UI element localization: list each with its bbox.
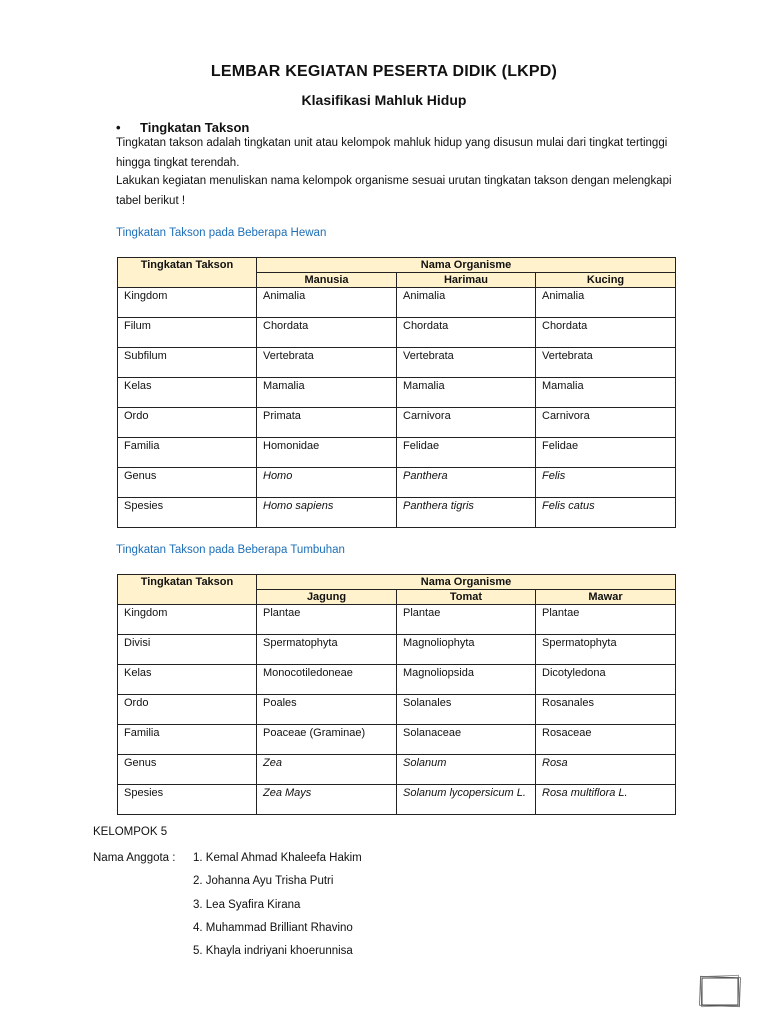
- section-title-takson: Tingkatan Takson: [140, 120, 250, 135]
- organism-cell: Mamalia: [257, 378, 397, 408]
- table-row: [118, 498, 676, 528]
- table-row: [118, 605, 676, 635]
- rank-cell: Spesies: [118, 498, 257, 528]
- members-list: [193, 852, 362, 968]
- organism-cell: Chordata: [257, 318, 397, 348]
- animals-taxonomy-table: [117, 257, 676, 528]
- organism-cell: Rosa multiflora L.: [536, 785, 676, 815]
- plants-table-heading: Tingkatan Takson pada Beberapa Tumbuhan: [116, 544, 345, 556]
- organism-cell: Mamalia: [536, 378, 676, 408]
- member-item: 5. Khayla indriyani khoerunnisa: [193, 945, 353, 958]
- rank-cell: Kelas: [118, 378, 257, 408]
- header-organism: Manusia: [257, 273, 397, 288]
- organism-cell: Mamalia: [397, 378, 536, 408]
- organism-cell: Rosa: [536, 755, 676, 785]
- organism-cell: Plantae: [536, 605, 676, 635]
- table-row: [118, 288, 676, 318]
- organism-cell: Spermatophyta: [257, 635, 397, 665]
- rank-cell: Ordo: [118, 408, 257, 438]
- table-row: [118, 468, 676, 498]
- member-item: 4. Muhammad Brilliant Rhavino: [193, 921, 353, 934]
- organism-cell: Vertebrata: [257, 348, 397, 378]
- table-row: [118, 438, 676, 468]
- organism-cell: Zea: [257, 755, 397, 785]
- organism-cell: Solanum lycopersicum L.: [397, 785, 536, 815]
- rank-cell: Ordo: [118, 695, 257, 725]
- rank-cell: Kingdom: [118, 605, 257, 635]
- organism-cell: Felis catus: [536, 498, 676, 528]
- rank-cell: Genus: [118, 468, 257, 498]
- rank-cell: Kelas: [118, 665, 257, 695]
- table-row: [118, 318, 676, 348]
- table-row: [118, 635, 676, 665]
- organism-cell: Homo sapiens: [257, 498, 397, 528]
- table-row: [118, 408, 676, 438]
- organism-cell: Panthera: [397, 468, 536, 498]
- bullet-icon: •: [116, 120, 121, 135]
- header-organism: Harimau: [397, 273, 536, 288]
- header-organism: Kucing: [536, 273, 676, 288]
- rank-cell: Familia: [118, 438, 257, 468]
- header-organism: Mawar: [536, 590, 676, 605]
- rank-cell: Subfilum: [118, 348, 257, 378]
- header-organism: Tomat: [397, 590, 536, 605]
- organism-cell: Carnivora: [536, 408, 676, 438]
- header-rank: Tingkatan Takson: [118, 258, 257, 288]
- organism-cell: Zea Mays: [257, 785, 397, 815]
- organism-cell: Magnoliopsida: [397, 665, 536, 695]
- table-row: [118, 755, 676, 785]
- organism-cell: Dicotyledona: [536, 665, 676, 695]
- member-item: 3. Lea Syafira Kirana: [193, 898, 301, 911]
- organism-cell: Felidae: [397, 438, 536, 468]
- organism-cell: Chordata: [397, 318, 536, 348]
- plants-taxonomy-table: [117, 574, 676, 815]
- intro-paragraph-instruction: Lakukan kegiatan menuliskan nama kelompok organisme sesuai urutan tingkatan takson dengan melengkapi tabel berikut !: [116, 175, 672, 207]
- header-organism-group: Nama Organisme: [257, 575, 676, 590]
- organism-cell: Felis: [536, 468, 676, 498]
- organism-cell: Plantae: [397, 605, 536, 635]
- header-organism-group: Nama Organisme: [257, 258, 676, 273]
- header-organism: Jagung: [257, 590, 397, 605]
- table-row: [118, 725, 676, 755]
- members-label: Nama Anggota :: [93, 852, 176, 864]
- table-row: [118, 348, 676, 378]
- animals-table-heading: Tingkatan Takson pada Beberapa Hewan: [116, 227, 327, 239]
- rank-cell: Spesies: [118, 785, 257, 815]
- organism-cell: Homonidae: [257, 438, 397, 468]
- rank-cell: Divisi: [118, 635, 257, 665]
- organism-cell: Solanales: [397, 695, 536, 725]
- organism-cell: Primata: [257, 408, 397, 438]
- member-item: 2. Johanna Ayu Trisha Putri: [193, 875, 334, 888]
- organism-cell: Panthera tigris: [397, 498, 536, 528]
- organism-cell: Vertebrata: [397, 348, 536, 378]
- organism-cell: Carnivora: [397, 408, 536, 438]
- rank-cell: Filum: [118, 318, 257, 348]
- header-rank: Tingkatan Takson: [118, 575, 257, 605]
- organism-cell: Vertebrata: [536, 348, 676, 378]
- organism-cell: Animalia: [397, 288, 536, 318]
- section-bullet-heading: [116, 120, 249, 135]
- rank-cell: Familia: [118, 725, 257, 755]
- organism-cell: Spermatophyta: [536, 635, 676, 665]
- table-row: [118, 785, 676, 815]
- organism-cell: Felidae: [536, 438, 676, 468]
- organism-cell: Animalia: [536, 288, 676, 318]
- organism-cell: Solanum: [397, 755, 536, 785]
- organism-cell: Animalia: [257, 288, 397, 318]
- organism-cell: Poaceae (Graminae): [257, 725, 397, 755]
- organism-cell: Poales: [257, 695, 397, 725]
- organism-cell: Monocotiledoneae: [257, 665, 397, 695]
- organism-cell: Homo: [257, 468, 397, 498]
- intro-paragraph-definition: Tingkatan takson adalah tingkatan unit atau kelompok mahluk hidup yang disusun mulai dari tingkat tertinggi hingga tingkat terendah.: [116, 137, 668, 169]
- page-subtitle: Klasifikasi Mahluk Hidup: [301, 92, 467, 108]
- document-stack-icon: [698, 972, 742, 1010]
- rank-cell: Genus: [118, 755, 257, 785]
- organism-cell: Rosanales: [536, 695, 676, 725]
- table-row: [118, 665, 676, 695]
- group-name: KELOMPOK 5: [93, 826, 168, 838]
- table-row: [118, 378, 676, 408]
- member-item: 1. Kemal Ahmad Khaleefa Hakim: [193, 852, 362, 864]
- organism-cell: Solanaceae: [397, 725, 536, 755]
- table-row: [118, 695, 676, 725]
- organism-cell: Magnoliophyta: [397, 635, 536, 665]
- organism-cell: Chordata: [536, 318, 676, 348]
- organism-cell: Rosaceae: [536, 725, 676, 755]
- page-title: LEMBAR KEGIATAN PESERTA DIDIK (LKPD): [210, 63, 558, 80]
- rank-cell: Kingdom: [118, 288, 257, 318]
- organism-cell: Plantae: [257, 605, 397, 635]
